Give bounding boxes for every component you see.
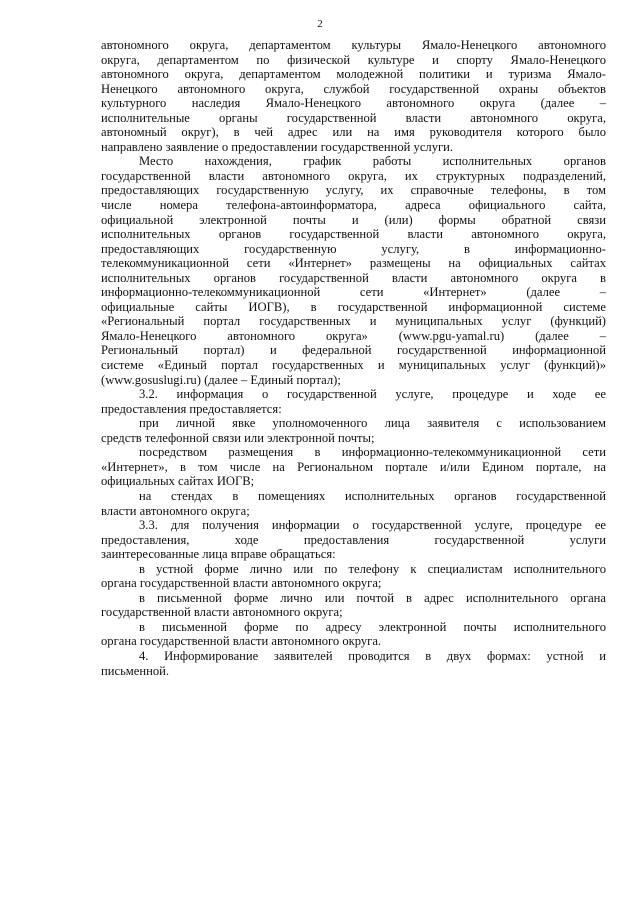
text-line: округа, департаментом по физической культуре и спорту Ямало-Ненецкого <box>101 52 606 67</box>
text-line: направлено заявление о предоставлении государственной услуги. <box>101 139 454 154</box>
text-line: письменной. <box>101 663 170 678</box>
text-line: власти автономного округа; <box>101 503 250 518</box>
text-line: «Региональный портал государственных и муниципальных услуг (функций) <box>101 314 606 329</box>
text-line: органа государственной власти автономного округа. <box>101 634 382 649</box>
text-line: государственной власти автономного округа, их структурных подразделений, <box>101 168 606 183</box>
text-line: 3.3. для получения информации о государственной услуге, процедуре ее <box>139 518 606 533</box>
text-line: в устной форме лично или по телефону к специалистам исполнительного <box>139 561 606 576</box>
text-line: Ненецкого автономного округа, службой государственной охраны объектов <box>101 81 606 96</box>
text-line: Ямало-Ненецкого автономного округа» (www.pgu-yamal.ru) (далее – <box>101 328 606 343</box>
text-line: официальной электронной почты и (или) формы обратной связи <box>101 212 606 227</box>
text-line: официальные сайты ИОГВ), в государственной информационной системе <box>101 299 606 314</box>
text-line: предоставления предоставляется: <box>101 401 282 416</box>
text-line: 3.2. информация о государственной услуге, процедуре и ходе ее <box>139 387 606 402</box>
text-line: предоставляющих государственную услугу, в информационно- <box>101 241 606 256</box>
text-line: Место нахождения, график работы исполнительных органов <box>139 154 606 169</box>
text-line: средств телефонной связи или электронной почты; <box>101 430 375 445</box>
text-line: исполнительных органов государственной власти автономного округа, <box>101 227 606 242</box>
text-line: исполнительных органов государственной власти автономного округа в <box>101 270 606 285</box>
text-line: автономного округа, департаментом молодежной политики и туризма Ямало- <box>101 67 606 82</box>
text-line: телекоммуникационной сети «Интернет» размещены на официальных сайтах <box>101 256 606 271</box>
text-line: системе «Единый портал государственных и муниципальных услуг (функций)» <box>101 358 606 373</box>
document-body <box>101 38 606 678</box>
text-line: исполнительные органы государственной власти автономного округа, <box>101 110 606 125</box>
page-number: 2 <box>317 18 323 30</box>
text-line: 4. Информирование заявителей проводится в двух формах: устной и <box>139 648 606 663</box>
text-line: в письменной форме лично или почтой в адрес исполнительного органа <box>139 590 606 605</box>
text-line: «Интернет», в том числе на Региональном портале и/или Едином портале, на <box>101 459 606 474</box>
text-line: при личной явке уполномоченного лица заявителя с использованием <box>139 416 606 431</box>
text-line: Региональный портал) и федеральной государственной информационной <box>101 343 606 358</box>
text-line: автономный округ), в чей адрес или на имя руководителя которого было <box>101 125 606 140</box>
text-line: государственной власти автономного округа; <box>101 605 343 620</box>
text-line: посредством размещения в информационно-телекоммуникационной сети <box>139 445 606 460</box>
text-line: официальных сайтах ИОГВ; <box>101 474 255 489</box>
text-line: (www.gosuslugi.ru) (далее – Единый портал); <box>101 372 341 387</box>
text-line: заинтересованные лица вправе обращаться: <box>101 547 336 562</box>
text-line: информационно-телекоммуникационной сети «Интернет» (далее – <box>101 285 606 300</box>
text-line: культурного наследия Ямало-Ненецкого автономного округа (далее – <box>101 96 606 111</box>
text-line: в письменной форме по адресу электронной почты исполнительного <box>139 619 606 634</box>
text-line: числе номера телефона-автоинформатора, адреса официального сайта, <box>101 198 606 213</box>
text-line: предоставляющих государственную услугу, их справочные телефоны, в том <box>101 183 606 198</box>
text-line: органа государственной власти автономного округа; <box>101 576 382 591</box>
text-line: автономного округа, департаментом культуры Ямало-Ненецкого автономного <box>101 38 606 52</box>
text-line: на стендах в помещениях исполнительных органов государственной <box>139 488 606 503</box>
text-line: предоставления, ходе предоставления государственной услуги <box>101 532 606 547</box>
